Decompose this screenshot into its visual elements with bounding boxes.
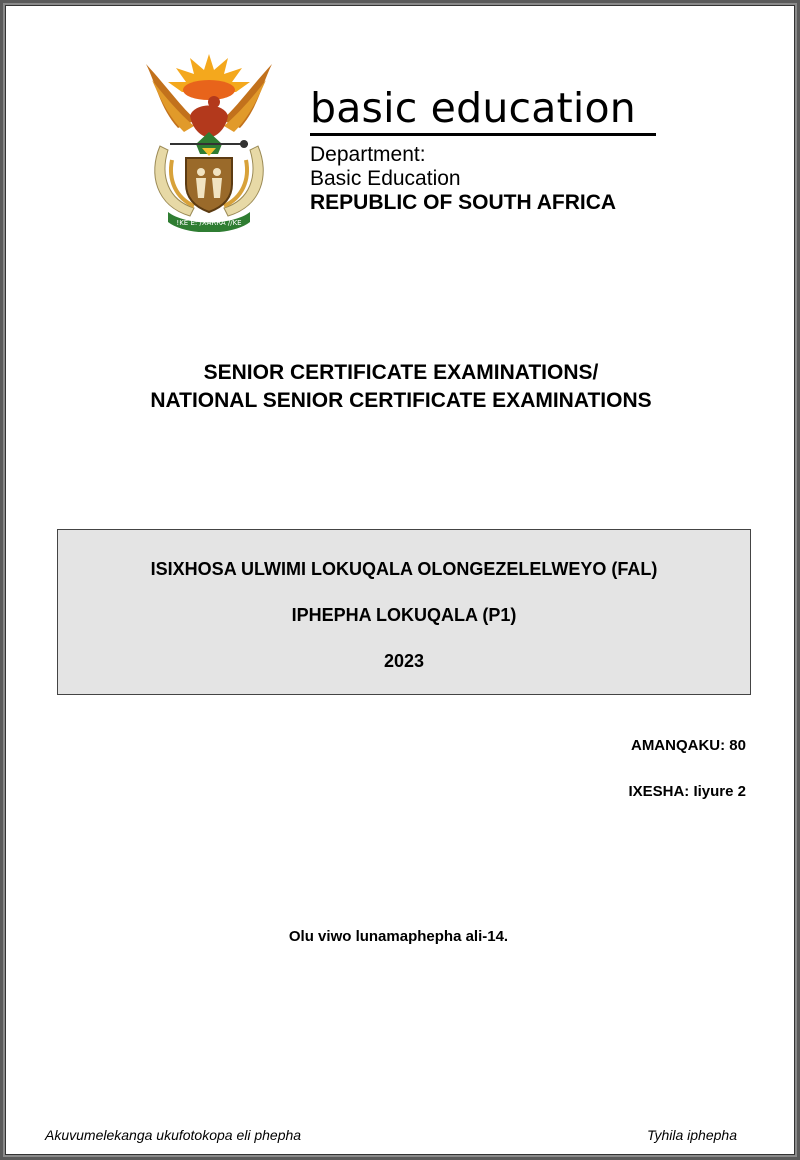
total-marks: AMANQAKU: 80 (630, 737, 746, 754)
subject-title: ISIXHOSA ULWIMI LOKUQALA OLONGEZELELWEYO (FAL) (150, 559, 658, 579)
department-label: Department: (310, 143, 426, 166)
exam-heading-line-2: NATIONAL SENIOR CERTIFICATE EXAMINATIONS (150, 389, 652, 412)
country-name: REPUBLIC OF SOUTH AFRICA (310, 191, 617, 214)
subject-box (57, 529, 751, 695)
exam-heading-line-1: SENIOR CERTIFICATE EXAMINATIONS/ (203, 361, 599, 384)
svg-text:!KE E: /XARRA //KE: !KE E: /XARRA //KE (176, 219, 242, 227)
brand-divider (310, 133, 656, 136)
exam-year: 2023 (383, 651, 425, 671)
turn-over-note: Tyhila iphepha (646, 1127, 737, 1143)
brand-title: basic education (310, 84, 636, 132)
exam-heading (6, 359, 796, 415)
paper-title: IPHEPHA LOKUQALA (P1) (291, 605, 517, 625)
copy-warning: Akuvumelekanga ukufotokopa eli phepha (45, 1127, 302, 1143)
page-count-note: Olu viwo lunamaphepha ali-14. (288, 928, 509, 945)
department-name: Basic Education (310, 167, 461, 190)
time-allowed: IXESHA: Iiyure 2 (628, 783, 746, 800)
coat-of-arms-icon (138, 50, 280, 232)
page-sheet (5, 5, 795, 1155)
